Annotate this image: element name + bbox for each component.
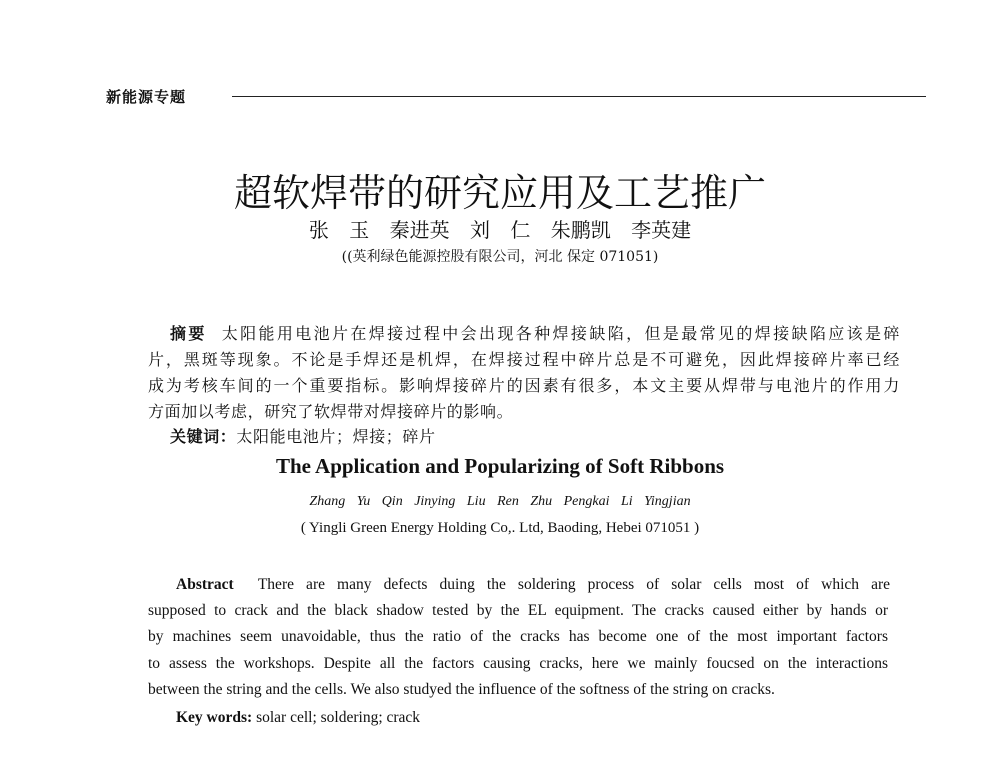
keywords-cn: 关键词：太阳能电池片；焊接；碎片: [170, 427, 436, 446]
header-rule: [232, 96, 926, 97]
paper-title: 超软焊带的研究应用及工艺推广: [233, 171, 766, 215]
abstract-en-line: between the string and the cells. We also studyed the influence of the softness of the string on cracks.: [148, 681, 775, 698]
abstract-cn-line: 片，黑斑等现象。不论是手焊还是机焊，在焊接过程中碎片总是不可避免，因此焊接碎片率已经: [148, 350, 900, 369]
english-title: The Application and Popularizing of Soft Ribbons: [275, 454, 725, 478]
abstract-en-label: Abstract: [176, 576, 234, 593]
abstract-cn-line: 摘要 太阳能用电池片在焊接过程中会出现各种焊接缺陷，但是最常见的焊接缺陷应该是碎: [170, 324, 901, 343]
abstract-en-line: to assess the workshops. Despite all the factors causing cracks, here we mainly foucsed on the interactions: [148, 655, 888, 672]
english-affiliation: ( Yingli Green Energy Holding Co,. Ltd, Baoding, Hebei 071051 ): [300, 520, 700, 536]
affiliation: ((英利绿色能源控股有限公司，河北 保定 071051): [341, 249, 659, 265]
section-header: 新能源专题: [106, 88, 187, 106]
english-authors: Zhang Yu Qin Jinying Liu Ren Zhu Pengkai Li Yingjian: [309, 494, 691, 509]
abstract-cn-label: 摘要: [170, 324, 207, 343]
abstract-cn-line: 方面加以考虑，研究了软焊带对焊接碎片的影响。: [148, 402, 514, 421]
abstract-en-line: supposed to crack and the black shadow tested by the EL equipment. The cracks caused either by hands or: [148, 602, 888, 619]
authors: 张 玉 秦进英 刘 仁 朱鹏凯 李英建: [308, 218, 692, 242]
keywords-en: Key words: solar cell; soldering; crack: [176, 709, 421, 726]
abstract-en-line: Abstract There are many defects duing the soldering process of solar cells most of which are: [176, 576, 890, 593]
abstract-en-line: by machines seem unavoidable, thus the ratio of the cracks has become one of the most important factors: [148, 628, 888, 645]
abstract-cn-line: 成为考核车间的一个重要指标。影响焊接碎片的因素有很多，本文主要从焊带与电池片的作用力: [148, 376, 900, 395]
